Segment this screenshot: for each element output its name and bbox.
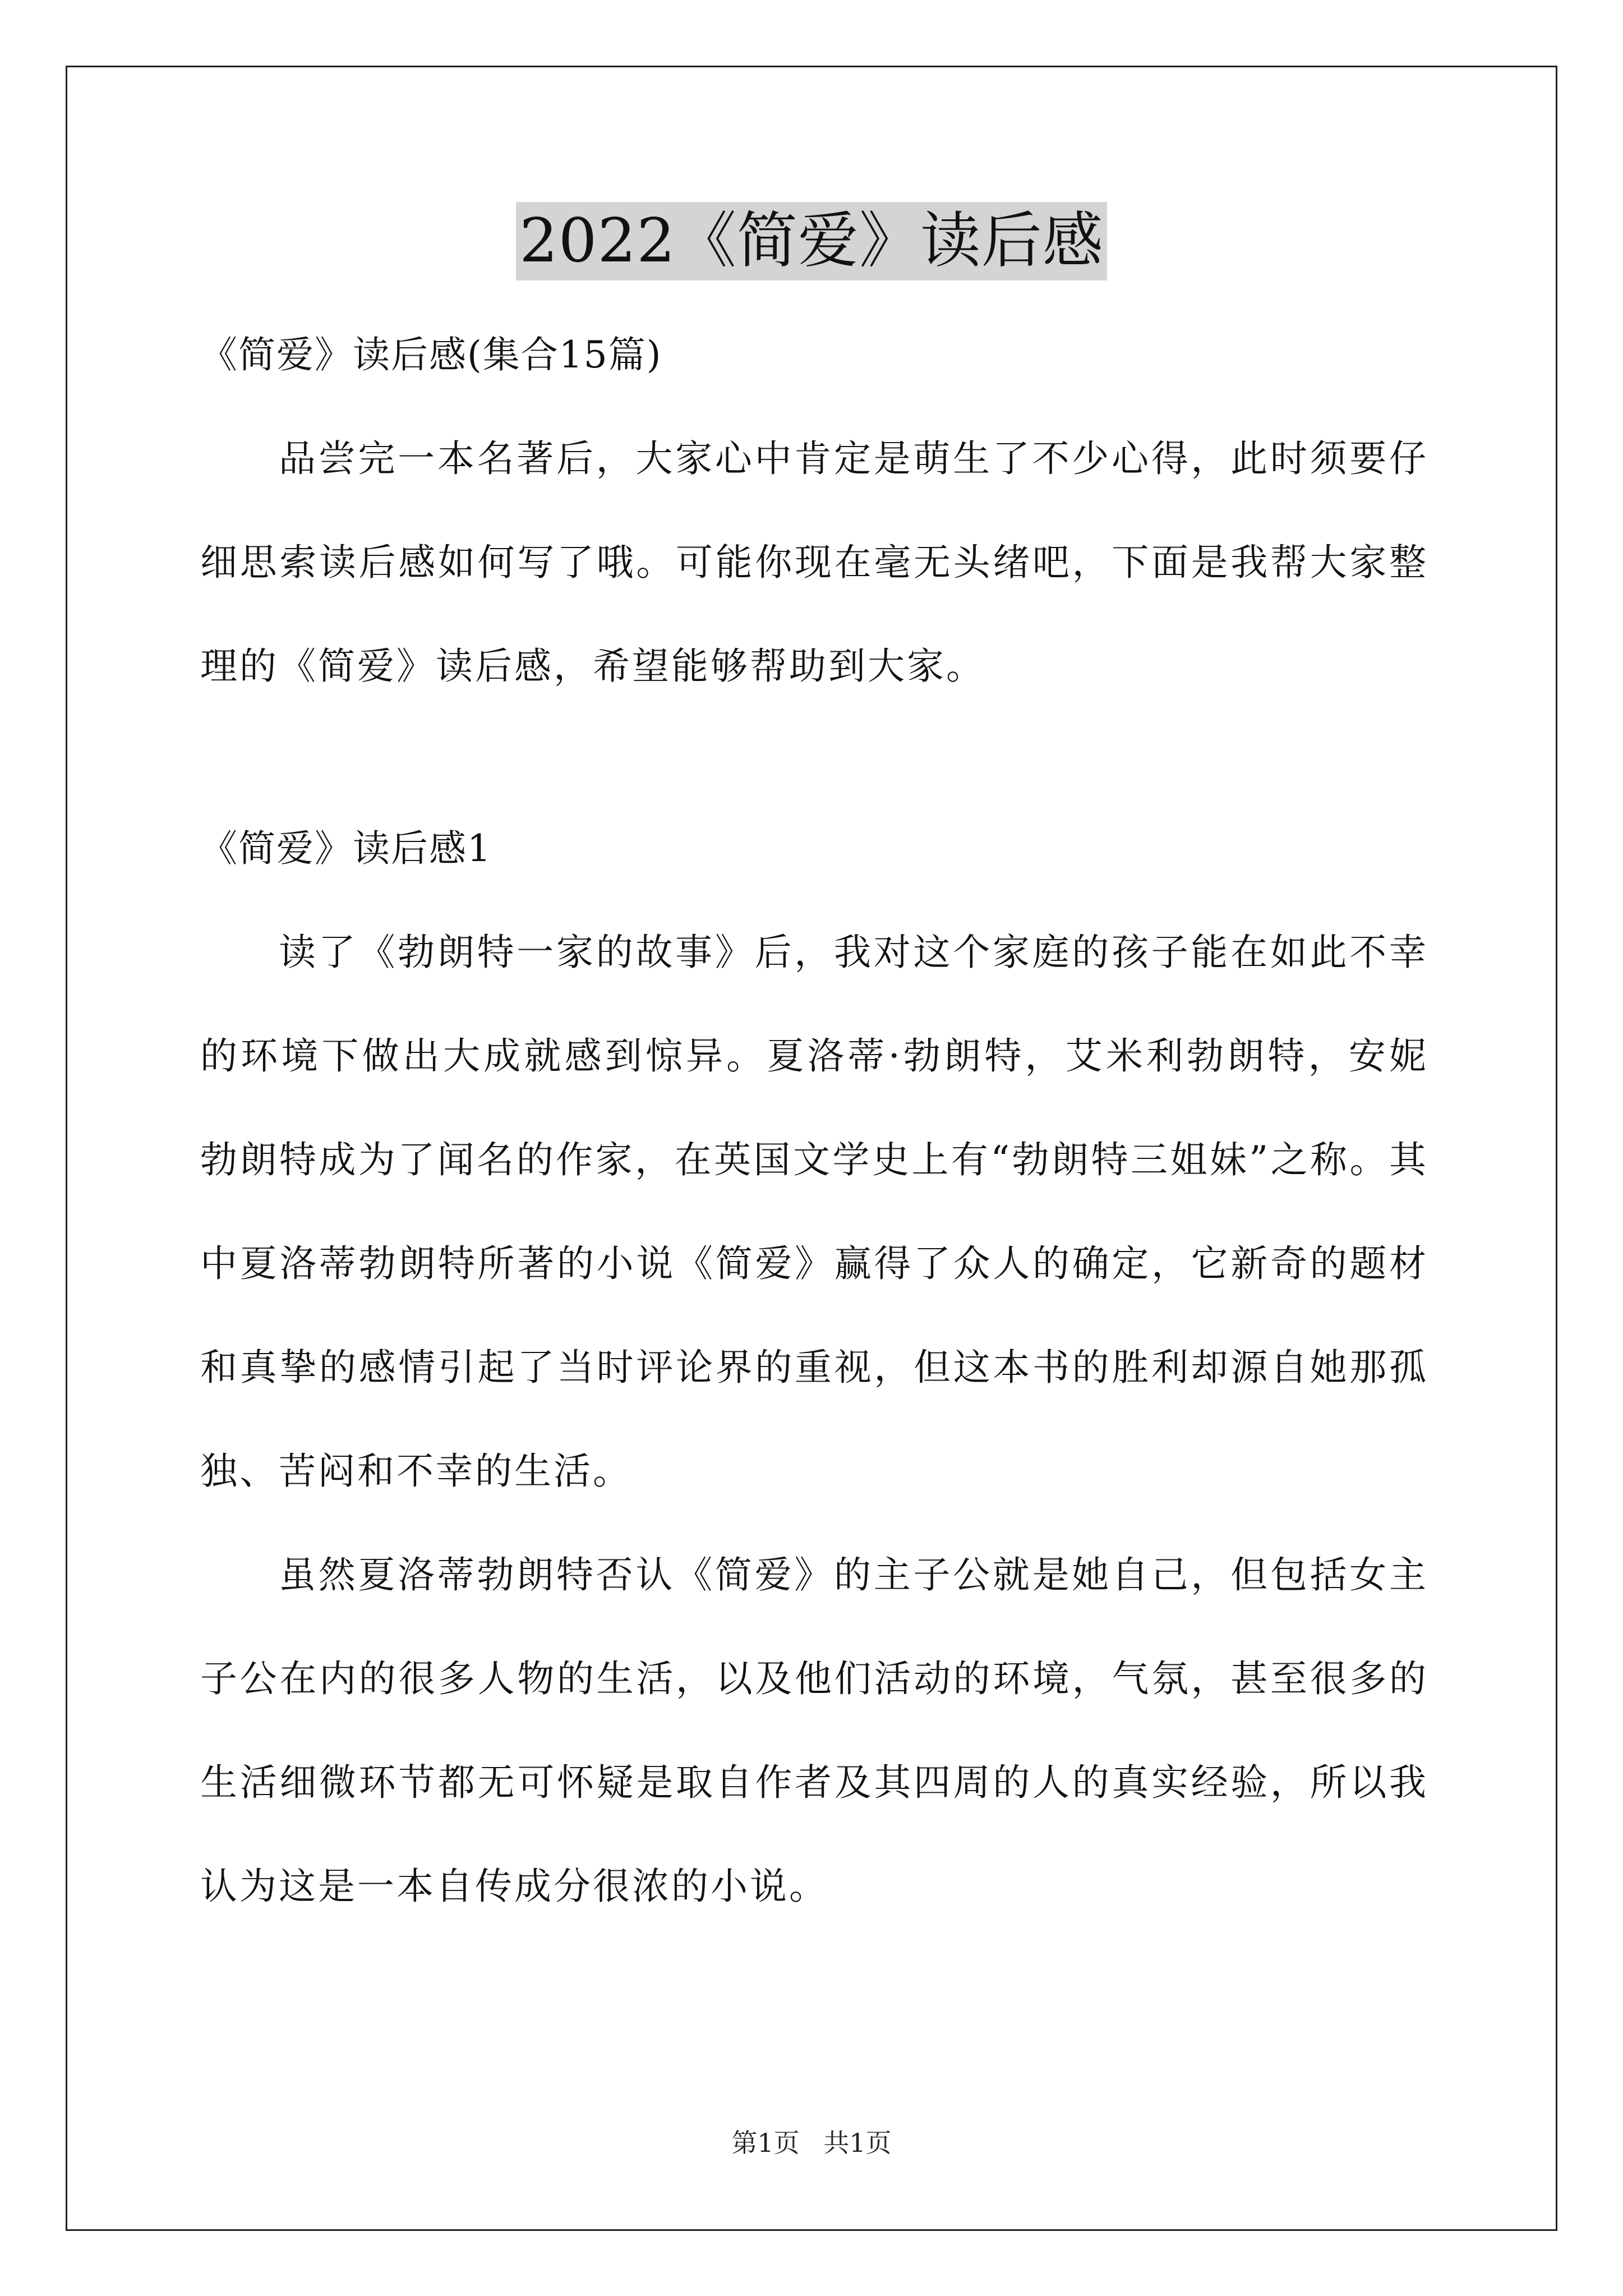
page-number: 第1页 bbox=[731, 2128, 800, 2158]
title-container bbox=[0, 202, 1623, 280]
document-title: 2022《简爱》读后感 bbox=[516, 202, 1107, 280]
section-spacer bbox=[200, 718, 1428, 797]
body-paragraph: 读了《勃朗特一家的故事》后，我对这个家庭的孩子能在如此不幸的环境下做出大成就感到惊异。夏洛蒂·勃朗特，艾米利勃朗特，安妮勃朗特成为了闻名的作家，在英国文学史上有“勃朗特三姐妹”之称。其中夏洛蒂勃朗特所著的小说《简爱》赢得了众人的确定，它新奇的题材和真挚的感情引起了当时评论界的重视，但这本书的胜利却源自她那孤独、苦闷和不幸的生活。 bbox=[200, 931, 1428, 1493]
page-footer bbox=[0, 2126, 1623, 2160]
document-body bbox=[200, 303, 1428, 1938]
page-total: 共1页 bbox=[823, 2128, 892, 2158]
body-paragraph: 虽然夏洛蒂勃朗特否认《简爱》的主子公就是她自己，但包括女主子公在内的很多人物的生活，以及他们活动的环境，气氛，甚至很多的生活细微环节都无可怀疑是取自作者及其四周的人的真实经验，所以我认为这是一本自传成分很浓的小说。 bbox=[200, 1553, 1428, 1908]
section-heading: 《简爱》读后感1 bbox=[200, 827, 492, 870]
document-subtitle: 《简爱》读后感(集合15篇) bbox=[200, 333, 662, 376]
intro-paragraph: 品尝完一本名著后，大家心中肯定是萌生了不少心得，此时须要仔细思索读后感如何写了哦。可能你现在毫无头绪吧，下面是我帮大家整理的《简爱》读后感，希望能够帮助到大家。 bbox=[200, 437, 1428, 688]
